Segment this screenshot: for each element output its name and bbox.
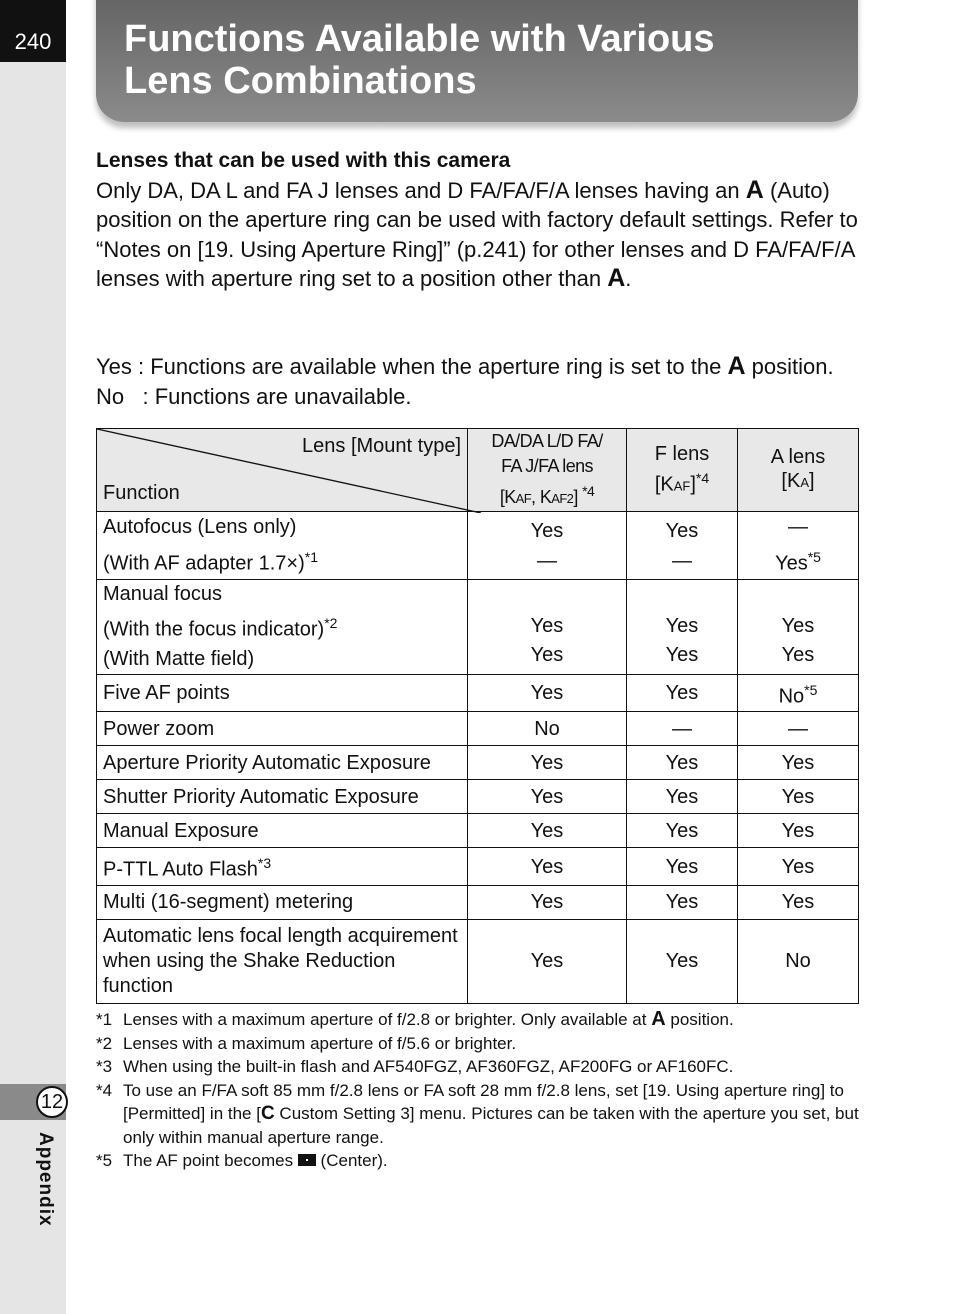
aperture-a-symbol: A — [727, 352, 746, 380]
col-header-a-lens: A lens [KA] — [738, 429, 859, 512]
table-row: Manual focus (With the focus indicator)$^{*2}$ (With Matte field) Yes Yes Yes Yes Yes Yes — [97, 580, 859, 675]
intro-p2: (Auto) position on the aperture ring can be used with factory default settings. Refer to “Notes on [19. Using Aperture Ring]” (p.241) for other lenses and D FA/FA/F/A lenses with aperture ring set to a position other than — [96, 177, 858, 291]
intro-heading: Lenses that can be used with this camera — [96, 149, 511, 172]
corner-top-label: Lens [Mount type] — [302, 435, 461, 457]
footnote-1: *1 Lenses with a maximum aperture of f/2.8 or brighter. Only available at A position. — [96, 1008, 734, 1030]
table-row: Power zoom No — — — [97, 712, 859, 746]
title-banner — [96, 0, 858, 122]
legend-yes-key: Yes — [96, 354, 132, 379]
chapter-label: Appendix — [35, 1132, 56, 1227]
aperture-a-symbol: A — [607, 264, 626, 292]
table-row: Autofocus (Lens only) (With AF adapter 1.7×)$^{*1}$ Yes — Yes — — Yes$^{*5}$ — [97, 512, 859, 580]
corner-bottom-label: Function — [103, 482, 180, 504]
legend-no-key: No — [96, 383, 125, 409]
title-line-2: Lens Combinations — [124, 60, 477, 102]
footnote-2: *2 Lenses with a maximum aperture of f/5.6 or brighter. — [96, 1033, 517, 1053]
intro-p3: . — [625, 266, 632, 291]
table-row: Aperture Priority Automatic Exposure Yes Yes Yes — [97, 746, 859, 780]
table-row: P-TTL Auto Flash$^{*3}$ Yes Yes Yes — [97, 848, 859, 886]
intro-p1: Only DA, DA L and FA J lenses and D FA/FA/F/A lenses having an — [96, 177, 746, 203]
page-title — [124, 18, 844, 102]
legend — [96, 352, 886, 411]
footnote-4: *4 To use an F/FA soft 85 mm f/2.8 lens or FA soft 28 mm f/2.8 lens, set [19. Using aperture ring] to [Permitted] in the [C Custom Setting 3] menu. Pictures can be taken with the aperture you set, but only within manual aperture range. — [96, 1080, 859, 1147]
lens-function-table — [96, 428, 859, 1004]
table-row: Shutter Priority Automatic Exposure Yes Yes Yes — [97, 780, 859, 814]
custom-menu-icon: C — [260, 1103, 275, 1124]
aperture-a-symbol: A — [651, 1008, 666, 1030]
intro-text — [96, 176, 866, 294]
aperture-a-symbol: A — [745, 175, 764, 204]
table-row: Five AF points Yes Yes No$^{*5}$ — [97, 674, 859, 712]
table-row: Automatic lens focal length acquirement when using the Shake Reduction function Yes Yes No — [97, 919, 859, 1003]
table-row: Multi (16-segment) metering Yes Yes Yes — [97, 885, 859, 919]
corner-cell — [97, 429, 468, 512]
footnote-3: *3 When using the built-in flash and AF540FGZ, AF360FGZ, AF200FG or AF160FC. — [96, 1057, 734, 1076]
center-af-point-icon — [298, 1154, 316, 1166]
footnotes — [96, 1008, 866, 1173]
table-row: Manual Exposure Yes Yes Yes — [97, 814, 859, 848]
legend-yes: Yes : Functions are available when the aperture ring is set to the A position. — [96, 352, 834, 380]
chapter-number: 12 — [36, 1086, 68, 1118]
col-header-da-lens: DA/DA L/D FA/ FA J/FA lens [KAF, KAF2] $^{*4}$ — [468, 429, 627, 512]
legend-no: No : Functions are unavailable. — [96, 383, 412, 409]
footnote-5: *5 The AF point becomes (Center). — [96, 1151, 388, 1170]
table-header-row — [97, 429, 859, 512]
page-number: 240 — [0, 0, 66, 62]
intro-section — [96, 146, 866, 294]
title-line-1: Functions Available with Various — [124, 18, 715, 60]
col-header-f-lens: F lens [KAF]$^{*4}$ — [627, 429, 738, 512]
